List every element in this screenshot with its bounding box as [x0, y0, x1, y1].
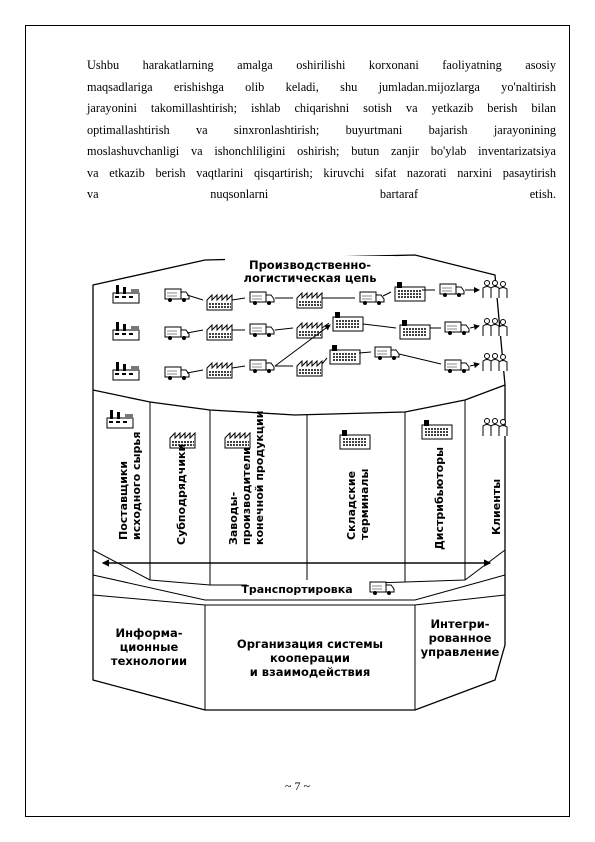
column-label-warehouses: Складские: [345, 470, 358, 540]
column-label-plants-3: конечной продукции: [253, 410, 266, 545]
bottom-block-it-2: ционные: [119, 640, 179, 654]
bottom-block-mgmt-3: управление: [420, 645, 500, 659]
column-label-warehouses-2: терминалы: [358, 468, 371, 540]
column-label-suppliers: Поставщики: [117, 460, 130, 540]
paragraph-line: va etkazib berish vaqtlarini qisqartirish; kiruvchi sifat nazorati narxini pasaytirish: [87, 165, 556, 180]
paragraph-line: maqsadlariga erishishga olib keladi, shu jumladan.mijozlarga yo'naltirish: [87, 79, 556, 94]
paragraph-line: moslashuvchanligi va ishonchliligini oshirish; butun zanjir bo'ylab inventarizatsiya: [87, 144, 556, 158]
supply-chain-diagram: [85, 250, 525, 712]
column-label-suppliers-2: исходного сырья: [130, 431, 143, 540]
supply-chain-figure: [85, 250, 525, 712]
page-number: ~ 7 ~: [285, 779, 310, 793]
column-label-clients: Клиенты: [490, 478, 503, 535]
bottom-block-org-1: Организация системы: [236, 637, 384, 651]
figure-title-line2: логистическая цепь: [243, 271, 377, 285]
bottom-block-org-3: и взаимодействия: [249, 665, 371, 679]
bottom-block-mgmt-2: рованное: [428, 631, 492, 645]
transport-label: Транспортировка: [241, 583, 353, 596]
bottom-block-it-3: технологии: [110, 654, 188, 668]
paragraph-line: Ushbu harakatlarning amalga oshirilishi korxonani faoliyatning asosiy: [87, 58, 556, 72]
column-label-distributors: Дистрибьюторы: [433, 446, 446, 550]
people-icon: [483, 319, 507, 337]
body-paragraph: [87, 55, 556, 206]
column-label-plants-2: производители: [240, 447, 253, 545]
paragraph-line: jarayonini takomillashtirish; ishlab chiqarishni sotish va yetkazib berish bilan: [87, 101, 556, 115]
bottom-block-mgmt-1: Интегри-: [430, 617, 490, 631]
bottom-block-org-2: кооперации: [270, 651, 350, 665]
column-label-plants: Заводы-: [227, 491, 240, 545]
figure-title-line1: Производственно-: [248, 258, 372, 272]
people-icon: [483, 281, 507, 299]
people-icon: [483, 354, 507, 372]
people-icon: [483, 419, 507, 437]
paragraph-line: optimallashtirish va sinxronlashtirish; buyurtmani bajarish jarayonining: [87, 122, 556, 137]
column-label-subcontractors: Субподрядчики: [175, 443, 188, 545]
paragraph-line: va nuqsonlarni bartaraf etish.: [87, 187, 556, 201]
bottom-block-it-1: Информа-: [115, 626, 183, 640]
